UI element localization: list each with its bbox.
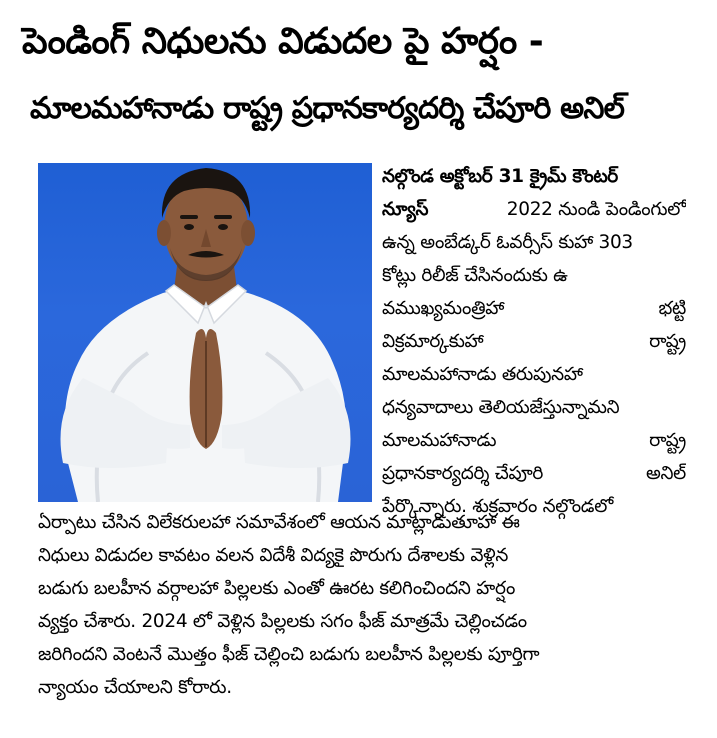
body-line: న్యాయం చేయాలని కోరారు. — [38, 677, 232, 698]
body-line: జరిగిందని వెంటనే మొత్తం ఫీజ్ చెల్లించి బడుగు బలహీన పిల్లలకు పూర్తిగా — [38, 644, 540, 665]
article-body-full-width — [38, 506, 698, 704]
person-namaste-illustration — [38, 163, 372, 502]
body-line: విక్రమార్కకుహా రాష్ట్ర — [382, 331, 686, 352]
body-line: నిధులు విడుదల కావటం వలన విదేశీ విద్యకై పొరుగు దేశాలకు వెళ్లిన — [38, 545, 509, 566]
body-line: ఉన్న అంబేడ్కర్ ఓవర్సీస్ కుహా 303 — [382, 232, 633, 253]
headline: పెండింగ్ నిధులను విడుదల పై హర్షం - — [22, 21, 544, 62]
body-line: ధన్యవాదాలు తెలియజేస్తున్నామని — [382, 397, 620, 418]
person-photo — [38, 163, 372, 502]
body-line: వ్యక్తం చేశారు. 2024 లో వెళ్లిన పిల్లలకు సగం ఫీజ్ మాత్రమే చెల్లించడం — [38, 611, 527, 632]
body-line: ప్రధానకార్యదర్శి చేపూరి అనిల్ — [382, 463, 686, 484]
body-line: ఏర్పాటు చేసిన విలేకరులహా సమావేశంలో ఆయన మాట్లాడుతూహా ఈ — [38, 512, 520, 533]
body-line: కోట్లు రిలీజ్ చేసినందుకు ఉ — [382, 265, 568, 286]
subheadline: మాలమహానాడు రాష్ట్ర ప్రధానకార్యదర్శి చేపూరి అనిల్ — [30, 91, 625, 126]
body-line: వముఖ్యమంత్రిహా భట్టి — [382, 298, 686, 319]
body-line: పేర్కొన్నారు. శుక్రవారం నల్గొండలో — [382, 496, 613, 517]
body-line: మాలమహానాడు రాష్ట్ర — [382, 430, 686, 451]
body-line: మాలమహానాడు తరుపునహా — [382, 364, 583, 385]
body-line: బడుగు బలహీన వర్గాలహా పిల్లలకు ఎంతో ఊరట కలిగించిందని హర్షం — [38, 578, 516, 599]
body-line: న్యూస్ 2022 నుండి పెండింగులో — [382, 199, 686, 220]
dateline: నల్గొండ అక్టోబర్ 31 క్రైమ్ కౌంటర్ — [382, 166, 618, 187]
article-body-column — [382, 160, 686, 523]
